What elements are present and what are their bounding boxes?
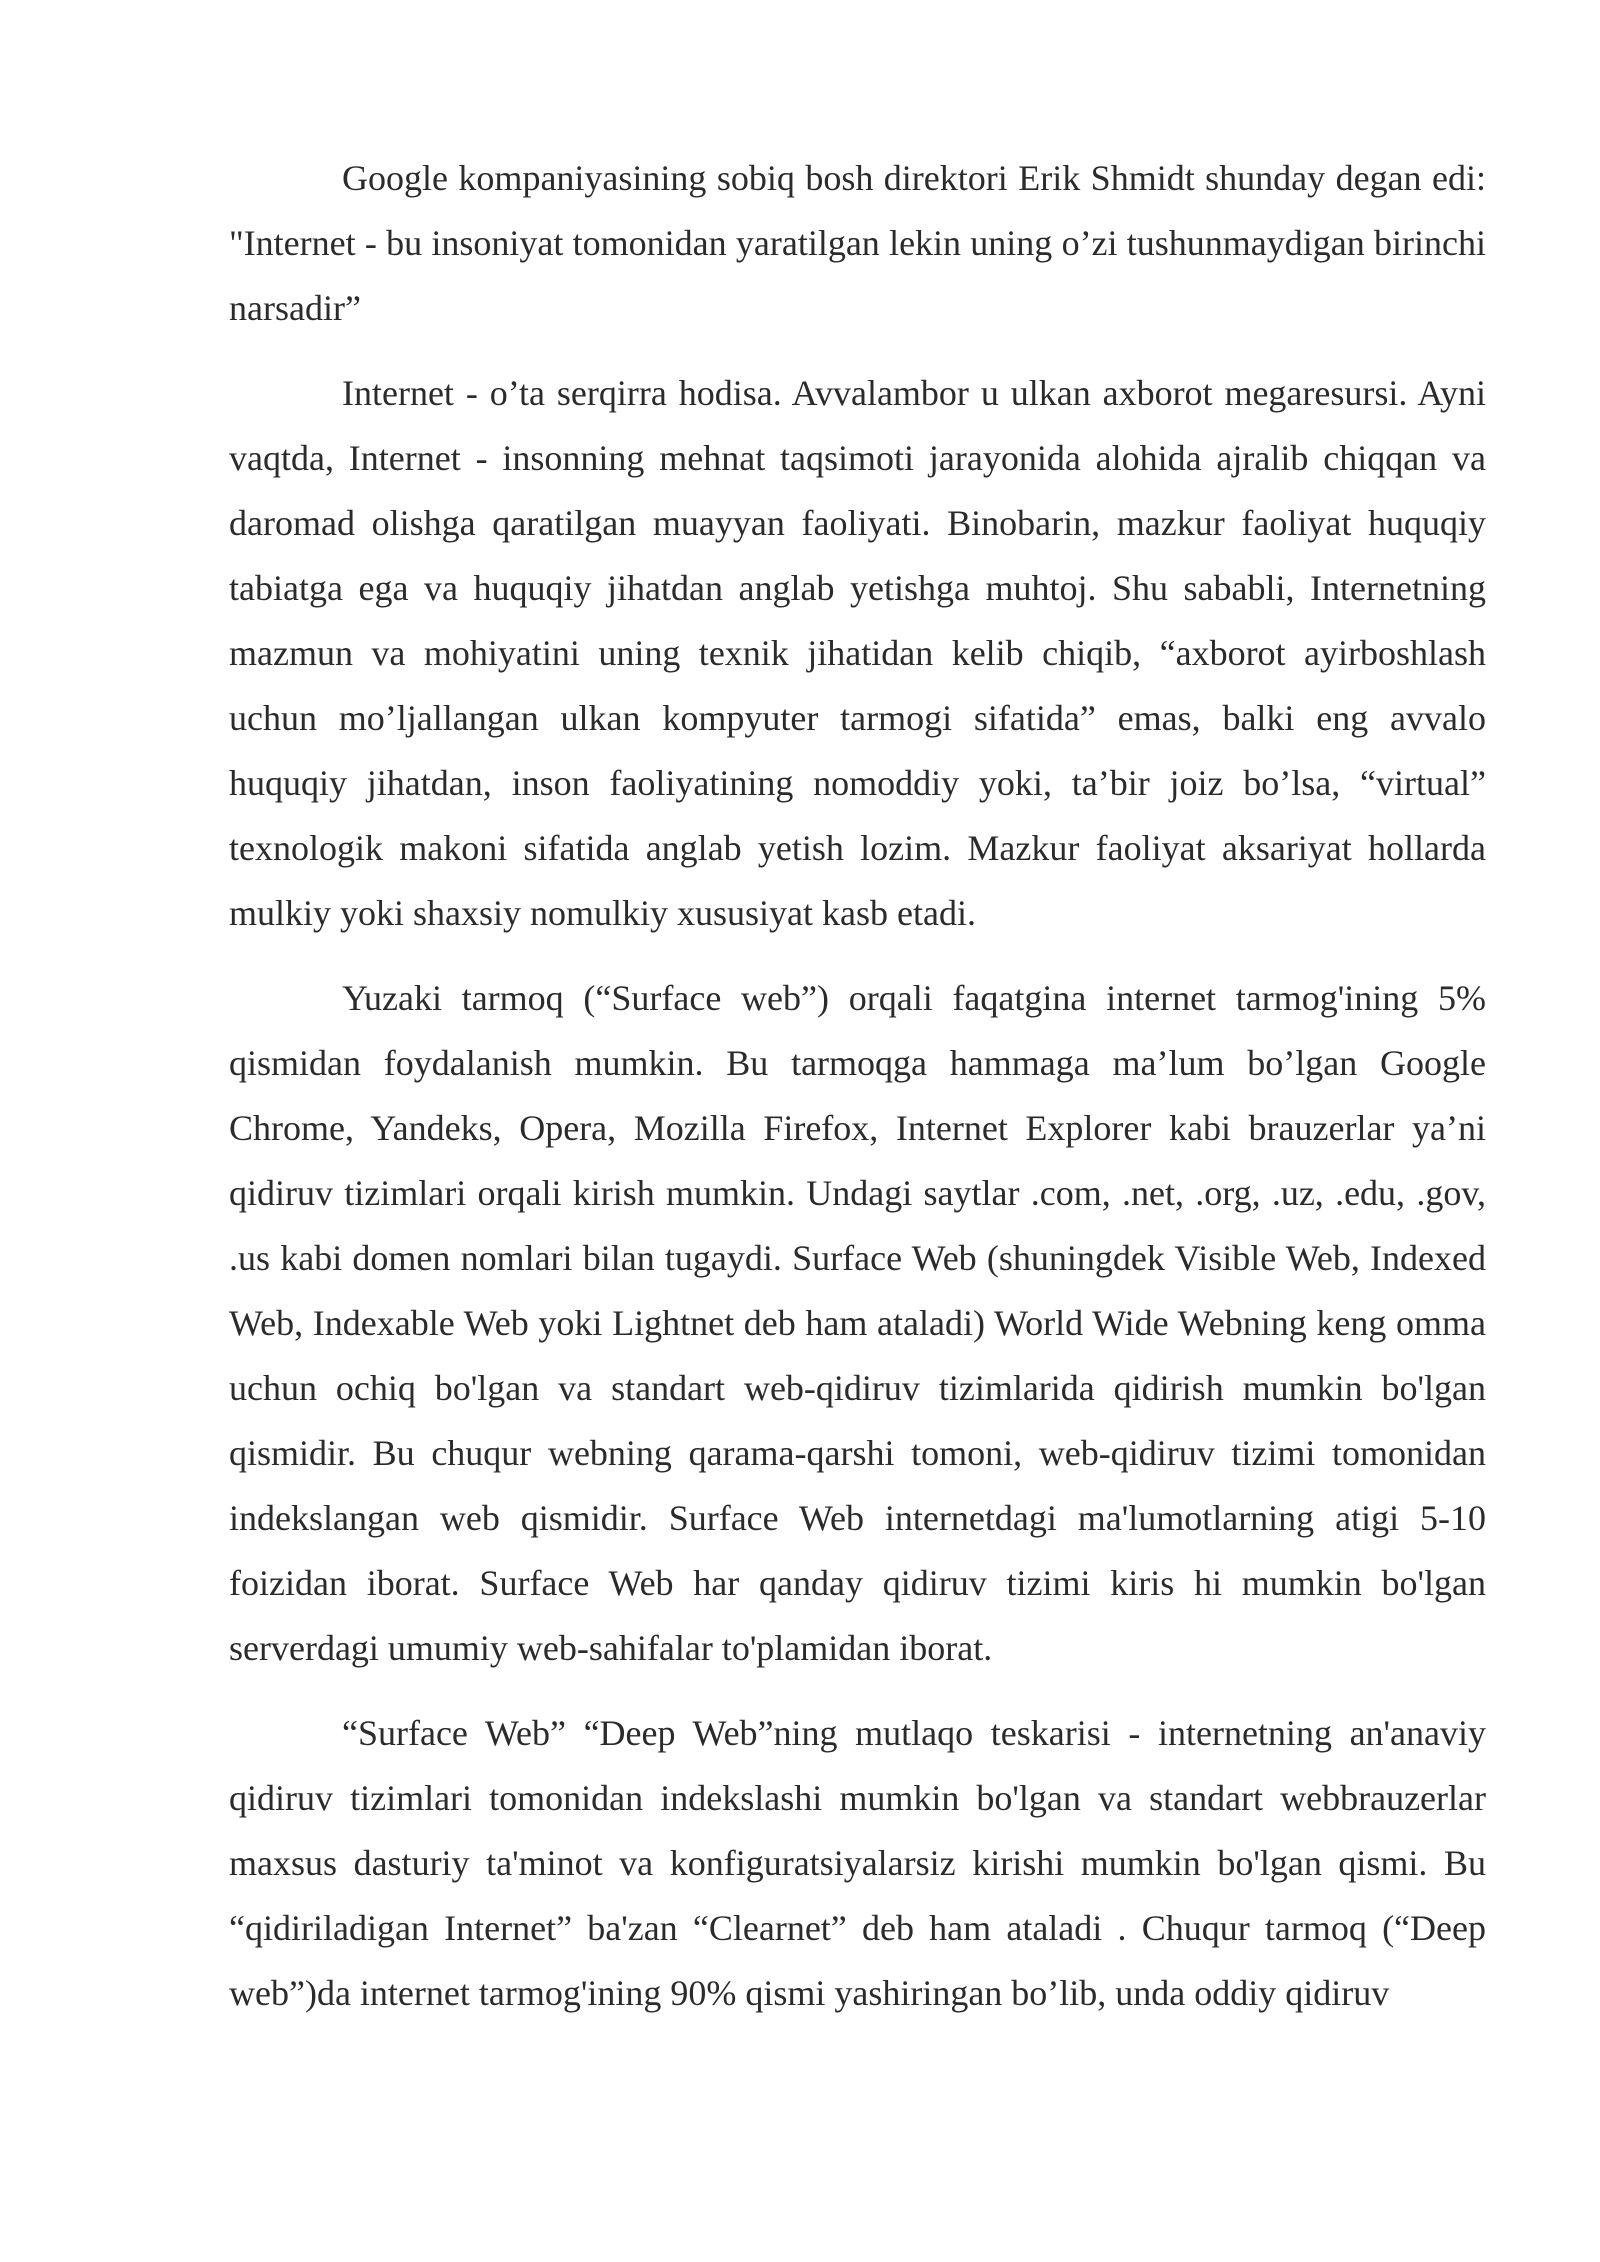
- paragraph-surface-web: Yuzaki tarmoq (“Surface web”) orqali faqatgina internet tarmog'ining 5% qismidan foydalanish mumkin. Bu tarmoqga hammaga ma’lum bo’lgan Google Chrome, Yandeks, Opera, Mozilla Firefox, Internet Explorer kabi brauzerlar ya’ni qidiruv tizimlari orqali kirish mumkin. Undagi saytlar .com, .net, .org, .uz, .edu, .gov, .us kabi domen nomlari bilan tugaydi. Surface Web (shuningdek Visible Web, Indexed Web, Indexable Web yoki Lightnet deb ham ataladi) World Wide Webning keng omma uchun ochiq bo'lgan va standart web-qidiruv tizimlarida qidirish mumkin bo'lgan qismidir. Bu chuqur webning qarama-qarshi tomoni, web-qidiruv tizimi tomonidan indekslangan web qismidir. Surface Web internetdagi ma'lumotlarning atigi 5-10 foizidan iborat. Surface Web har qanday qidiruv tizimi kiris hi mumkin bo'lgan serverdagi umumiy web-sahifalar to'plamidan iborat.: [229, 978, 1486, 1668]
- paragraph-quote: Google kompaniyasining sobiq bosh direktori Erik Shmidt shunday degan edi: "Internet - bu insoniyat tomonidan yaratilgan lekin uning o’zi tushunmaydigan birinchi narsadir”: [229, 158, 1486, 328]
- document-body: [229, 146, 1486, 2046]
- paragraph-deep-web: “Surface Web” “Deep Web”ning mutlaqo teskarisi - internetning an'anaviy qidiruv tizimlari tomonidan indekslashi mumkin bo'lgan va standart webbrauzerlar maxsus dasturiy ta'minot va konfiguratsiyalarsiz kirishi mumkin bo'lgan qismi. Bu “qidiriladigan Internet” ba'zan “Clearnet” deb ham ataladi . Chuqur tarmoq (“Deep web”)da internet tarmog'ining 90% qismi yashiringan bo’lib, unda oddiy qidiruv: [229, 1713, 1486, 2013]
- paragraph-internet-definition: Internet - o’ta serqirra hodisa. Avvalambor u ulkan axborot megaresursi. Ayni vaqtda, Internet - insonning mehnat taqsimoti jarayonida alohida ajralib chiqqan va daromad olishga qaratilgan muayyan faoliyati. Binobarin, mazkur faoliyat huquqiy tabiatga ega va huquqiy jihatdan anglab yetishga muhtoj. Shu sababli, Internetning mazmun va mohiyatini uning texnik jihatidan kelib chiqib, “axborot ayirboshlash uchun mo’ljallangan ulkan kompyuter tarmogi sifatida” emas, balki eng avvalo huquqiy jihatdan, inson faoliyatining nomoddiy yoki, ta’bir joiz bo’lsa, “virtual” texnologik makoni sifatida anglab yetish lozim. Mazkur faoliyat aksariyat hollarda mulkiy yoki shaxsiy nomulkiy xususiyat kasb etadi.: [229, 373, 1486, 933]
